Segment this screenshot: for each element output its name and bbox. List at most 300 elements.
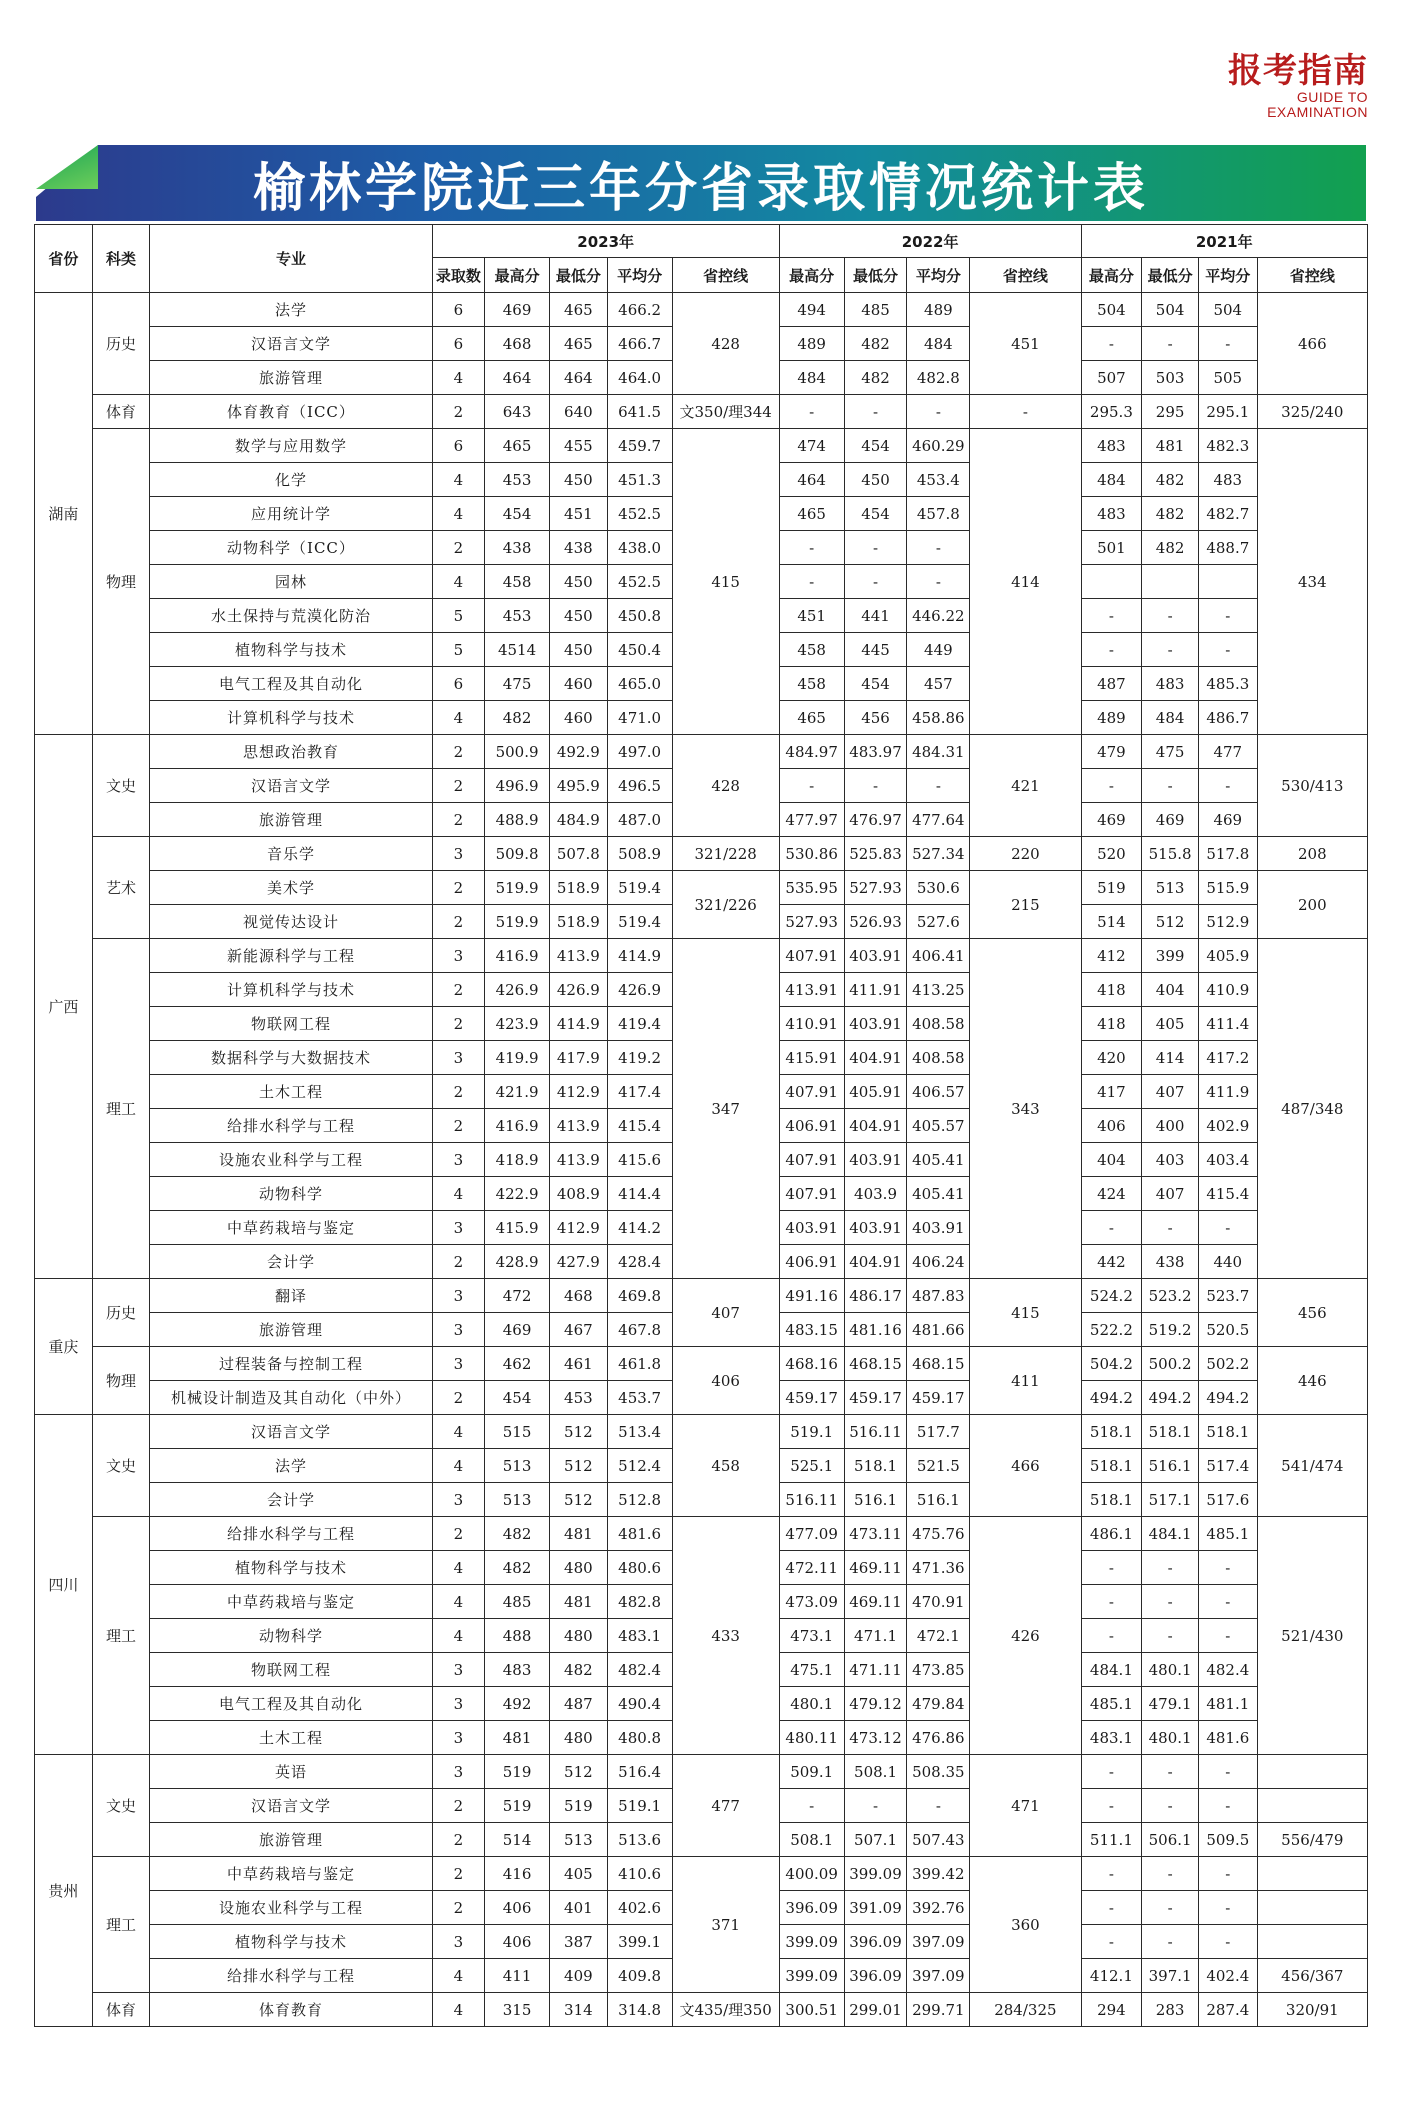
subject-cell: 体育 xyxy=(92,1993,150,2027)
min-2021-cell: - xyxy=(1142,1891,1199,1925)
avg-2021-cell: 505 xyxy=(1198,361,1257,395)
max-2023-cell: 422.9 xyxy=(485,1177,550,1211)
avg-2023-cell: 469.8 xyxy=(607,1279,672,1313)
avg-2022-cell: 405.57 xyxy=(907,1109,970,1143)
province-cell: 贵州 xyxy=(35,1755,93,2027)
major-cell: 汉语言文学 xyxy=(150,327,432,361)
subject-cell: 历史 xyxy=(92,293,150,395)
major-cell: 音乐学 xyxy=(150,837,432,871)
max-2023-cell: 475 xyxy=(485,667,550,701)
avg-2021-cell: 405.9 xyxy=(1198,939,1257,973)
max-2022-cell: 399.09 xyxy=(779,1959,844,1993)
min-2023-cell: 480 xyxy=(550,1619,608,1653)
control-2021-cell: 208 xyxy=(1257,837,1367,871)
subject-cell: 文史 xyxy=(92,1755,150,1857)
min-2021-cell: 513 xyxy=(1142,871,1199,905)
min-2021-cell: - xyxy=(1142,1925,1199,1959)
min-2023-cell: 413.9 xyxy=(550,939,608,973)
min-2022-cell: 476.97 xyxy=(844,803,907,837)
max-2021-cell: - xyxy=(1081,1211,1142,1245)
avg-2021-cell: 488.7 xyxy=(1198,531,1257,565)
max-2022-cell: 475.1 xyxy=(779,1653,844,1687)
count-2023-cell: 2 xyxy=(432,871,485,905)
avg-2022-cell: 516.1 xyxy=(907,1483,970,1517)
avg-2021-cell: - xyxy=(1198,1857,1257,1891)
avg-2021-cell: 410.9 xyxy=(1198,973,1257,1007)
min-2023-cell: 640 xyxy=(550,395,608,429)
min-2022-cell: 445 xyxy=(844,633,907,667)
max-2021-cell: 418 xyxy=(1081,1007,1142,1041)
max-2022-cell: 407.91 xyxy=(779,1177,844,1211)
header-year-2022: 2022年 xyxy=(779,225,1081,258)
major-cell: 视觉传达设计 xyxy=(150,905,432,939)
control-2023-cell: 406 xyxy=(672,1347,779,1415)
max-2021-cell: - xyxy=(1081,1619,1142,1653)
min-2021-cell: 438 xyxy=(1142,1245,1199,1279)
min-2022-cell: 454 xyxy=(844,429,907,463)
min-2022-cell: 482 xyxy=(844,327,907,361)
avg-2022-cell: 405.41 xyxy=(907,1177,970,1211)
avg-2023-cell: 512.4 xyxy=(607,1449,672,1483)
min-2022-cell: 486.17 xyxy=(844,1279,907,1313)
max-2023-cell: 4514 xyxy=(485,633,550,667)
major-cell: 汉语言文学 xyxy=(150,1415,432,1449)
max-2022-cell: 527.93 xyxy=(779,905,844,939)
table-row xyxy=(35,1279,1368,1313)
avg-2023-cell: 513.6 xyxy=(607,1823,672,1857)
max-2023-cell: 426.9 xyxy=(485,973,550,1007)
control-2022-cell: 415 xyxy=(970,1279,1081,1347)
min-2023-cell: 513 xyxy=(550,1823,608,1857)
count-2023-cell: 2 xyxy=(432,531,485,565)
count-2023-cell: 4 xyxy=(432,1959,485,1993)
avg-2023-cell: 409.8 xyxy=(607,1959,672,1993)
avg-2023-cell: 419.2 xyxy=(607,1041,672,1075)
avg-2021-cell: 504 xyxy=(1198,293,1257,327)
max-2021-cell: 485.1 xyxy=(1081,1687,1142,1721)
avg-2022-cell: 468.15 xyxy=(907,1347,970,1381)
count-2023-cell: 4 xyxy=(432,361,485,395)
avg-2023-cell: 428.4 xyxy=(607,1245,672,1279)
avg-2021-cell: - xyxy=(1198,1619,1257,1653)
avg-2023-cell: 450.4 xyxy=(607,633,672,667)
major-cell: 计算机科学与技术 xyxy=(150,701,432,735)
max-2021-cell: - xyxy=(1081,1789,1142,1823)
max-2021-cell: 494.2 xyxy=(1081,1381,1142,1415)
avg-2021-cell: - xyxy=(1198,1789,1257,1823)
max-2021-cell: 522.2 xyxy=(1081,1313,1142,1347)
control-2021-cell: 320/91 xyxy=(1257,1993,1367,2027)
avg-2023-cell: 410.6 xyxy=(607,1857,672,1891)
count-2023-cell: 3 xyxy=(432,1653,485,1687)
max-2022-cell: 406.91 xyxy=(779,1109,844,1143)
min-2022-cell: - xyxy=(844,769,907,803)
count-2023-cell: 4 xyxy=(432,1993,485,2027)
major-cell: 汉语言文学 xyxy=(150,769,432,803)
avg-2023-cell: 465.0 xyxy=(607,667,672,701)
subject-cell: 物理 xyxy=(92,1347,150,1415)
header-2021-avg: 平均分 xyxy=(1198,258,1257,293)
min-2021-cell: 482 xyxy=(1142,497,1199,531)
avg-2021-cell: 411.9 xyxy=(1198,1075,1257,1109)
avg-2022-cell: - xyxy=(907,531,970,565)
min-2023-cell: 512 xyxy=(550,1449,608,1483)
max-2023-cell: 482 xyxy=(485,701,550,735)
min-2022-cell: 459.17 xyxy=(844,1381,907,1415)
brand-subtitle-line2: EXAMINATION xyxy=(1267,104,1368,120)
avg-2022-cell: 449 xyxy=(907,633,970,667)
min-2023-cell: 387 xyxy=(550,1925,608,1959)
max-2021-cell: 404 xyxy=(1081,1143,1142,1177)
min-2022-cell: - xyxy=(844,531,907,565)
control-2023-cell: 321/228 xyxy=(672,837,779,871)
max-2023-cell: 438 xyxy=(485,531,550,565)
max-2022-cell: 458 xyxy=(779,633,844,667)
avg-2021-cell: - xyxy=(1198,327,1257,361)
min-2022-cell: 299.01 xyxy=(844,1993,907,2027)
max-2021-cell: 442 xyxy=(1081,1245,1142,1279)
max-2023-cell: 416.9 xyxy=(485,1109,550,1143)
max-2023-cell: 515 xyxy=(485,1415,550,1449)
avg-2022-cell: - xyxy=(907,1789,970,1823)
avg-2023-cell: 466.2 xyxy=(607,293,672,327)
major-cell: 土木工程 xyxy=(150,1075,432,1109)
min-2021-cell: - xyxy=(1142,1551,1199,1585)
avg-2021-cell: 518.1 xyxy=(1198,1415,1257,1449)
max-2021-cell: 518.1 xyxy=(1081,1483,1142,1517)
max-2021-cell: 294 xyxy=(1081,1993,1142,2027)
avg-2022-cell: 521.5 xyxy=(907,1449,970,1483)
avg-2022-cell: 408.58 xyxy=(907,1041,970,1075)
max-2022-cell: - xyxy=(779,1789,844,1823)
count-2023-cell: 3 xyxy=(432,1721,485,1755)
avg-2023-cell: 519.1 xyxy=(607,1789,672,1823)
min-2022-cell: 483.97 xyxy=(844,735,907,769)
min-2023-cell: 401 xyxy=(550,1891,608,1925)
avg-2022-cell: 446.22 xyxy=(907,599,970,633)
max-2021-cell: - xyxy=(1081,1585,1142,1619)
min-2021-cell: 482 xyxy=(1142,531,1199,565)
min-2023-cell: 484.9 xyxy=(550,803,608,837)
max-2022-cell: 480.1 xyxy=(779,1687,844,1721)
count-2023-cell: 2 xyxy=(432,1381,485,1415)
control-2023-cell: 文435/理350 xyxy=(672,1993,779,2027)
min-2022-cell: 469.11 xyxy=(844,1585,907,1619)
max-2021-cell: 484 xyxy=(1081,463,1142,497)
control-2022-cell: 360 xyxy=(970,1857,1081,1993)
max-2022-cell: 525.1 xyxy=(779,1449,844,1483)
control-2022-cell: 414 xyxy=(970,429,1081,735)
control-2021-cell: 541/474 xyxy=(1257,1415,1367,1517)
major-cell: 植物科学与技术 xyxy=(150,1551,432,1585)
count-2023-cell: 4 xyxy=(432,1177,485,1211)
max-2021-cell: 483 xyxy=(1081,429,1142,463)
control-2021-cell: 456/367 xyxy=(1257,1959,1367,1993)
min-2021-cell: 397.1 xyxy=(1142,1959,1199,1993)
avg-2022-cell: 477.64 xyxy=(907,803,970,837)
avg-2023-cell: 481.6 xyxy=(607,1517,672,1551)
max-2023-cell: 419.9 xyxy=(485,1041,550,1075)
min-2023-cell: 427.9 xyxy=(550,1245,608,1279)
max-2022-cell: 413.91 xyxy=(779,973,844,1007)
avg-2023-cell: 467.8 xyxy=(607,1313,672,1347)
control-2022-cell: 426 xyxy=(970,1517,1081,1755)
min-2023-cell: 481 xyxy=(550,1585,608,1619)
min-2021-cell: - xyxy=(1142,599,1199,633)
avg-2022-cell: 406.24 xyxy=(907,1245,970,1279)
max-2023-cell: 519.9 xyxy=(485,871,550,905)
avg-2023-cell: 426.9 xyxy=(607,973,672,1007)
count-2023-cell: 2 xyxy=(432,1857,485,1891)
avg-2021-cell: 295.1 xyxy=(1198,395,1257,429)
count-2023-cell: 4 xyxy=(432,1449,485,1483)
avg-2022-cell: 487.83 xyxy=(907,1279,970,1313)
max-2021-cell: - xyxy=(1081,327,1142,361)
min-2023-cell: 426.9 xyxy=(550,973,608,1007)
subject-cell: 艺术 xyxy=(92,837,150,939)
count-2023-cell: 2 xyxy=(432,1891,485,1925)
min-2022-cell: 396.09 xyxy=(844,1959,907,1993)
table-body xyxy=(35,293,1368,2027)
max-2023-cell: 492 xyxy=(485,1687,550,1721)
count-2023-cell: 2 xyxy=(432,1789,485,1823)
max-2021-cell: 501 xyxy=(1081,531,1142,565)
max-2022-cell: 396.09 xyxy=(779,1891,844,1925)
min-2023-cell: 414.9 xyxy=(550,1007,608,1041)
control-2023-cell: 415 xyxy=(672,429,779,735)
max-2021-cell: 418 xyxy=(1081,973,1142,1007)
count-2023-cell: 2 xyxy=(432,803,485,837)
table-row xyxy=(35,1415,1368,1449)
subject-cell: 文史 xyxy=(92,1415,150,1517)
avg-2023-cell: 314.8 xyxy=(607,1993,672,2027)
avg-2021-cell: 481.6 xyxy=(1198,1721,1257,1755)
avg-2023-cell: 451.3 xyxy=(607,463,672,497)
min-2023-cell: 468 xyxy=(550,1279,608,1313)
max-2023-cell: 513 xyxy=(485,1449,550,1483)
min-2021-cell: 484 xyxy=(1142,701,1199,735)
min-2021-cell: 516.1 xyxy=(1142,1449,1199,1483)
min-2022-cell: 479.12 xyxy=(844,1687,907,1721)
max-2022-cell: 516.11 xyxy=(779,1483,844,1517)
min-2022-cell: 471.11 xyxy=(844,1653,907,1687)
table-row xyxy=(35,1517,1368,1551)
min-2022-cell: 399.09 xyxy=(844,1857,907,1891)
avg-2023-cell: 466.7 xyxy=(607,327,672,361)
avg-2022-cell: 475.76 xyxy=(907,1517,970,1551)
header-2023-max: 最高分 xyxy=(485,258,550,293)
avg-2022-cell: 489 xyxy=(907,293,970,327)
max-2023-cell: 416 xyxy=(485,1857,550,1891)
min-2021-cell: - xyxy=(1142,1585,1199,1619)
min-2022-cell: 404.91 xyxy=(844,1041,907,1075)
min-2021-cell: 482 xyxy=(1142,463,1199,497)
major-cell: 物联网工程 xyxy=(150,1007,432,1041)
min-2023-cell: 461 xyxy=(550,1347,608,1381)
max-2023-cell: 406 xyxy=(485,1925,550,1959)
min-2022-cell: 527.93 xyxy=(844,871,907,905)
avg-2021-cell: 509.5 xyxy=(1198,1823,1257,1857)
avg-2022-cell: 406.57 xyxy=(907,1075,970,1109)
control-2021-cell: 200 xyxy=(1257,871,1367,939)
max-2022-cell: 489 xyxy=(779,327,844,361)
avg-2023-cell: 438.0 xyxy=(607,531,672,565)
min-2022-cell: 481.16 xyxy=(844,1313,907,1347)
max-2023-cell: 418.9 xyxy=(485,1143,550,1177)
max-2021-cell: 504.2 xyxy=(1081,1347,1142,1381)
control-2021-cell: 456 xyxy=(1257,1279,1367,1347)
min-2021-cell: 517.1 xyxy=(1142,1483,1199,1517)
major-cell: 给排水科学与工程 xyxy=(150,1517,432,1551)
table-row xyxy=(35,1347,1368,1381)
count-2023-cell: 5 xyxy=(432,633,485,667)
count-2023-cell: 2 xyxy=(432,1823,485,1857)
count-2023-cell: 3 xyxy=(432,1925,485,1959)
count-2023-cell: 4 xyxy=(432,565,485,599)
control-2023-cell: 458 xyxy=(672,1415,779,1517)
min-2023-cell: 512 xyxy=(550,1755,608,1789)
count-2023-cell: 2 xyxy=(432,1075,485,1109)
min-2022-cell: 516.1 xyxy=(844,1483,907,1517)
avg-2021-cell: 523.7 xyxy=(1198,1279,1257,1313)
min-2022-cell: 516.11 xyxy=(844,1415,907,1449)
max-2021-cell: 504 xyxy=(1081,293,1142,327)
avg-2021-cell: - xyxy=(1198,1211,1257,1245)
max-2022-cell: 484.97 xyxy=(779,735,844,769)
subject-cell: 体育 xyxy=(92,395,150,429)
min-2023-cell: 412.9 xyxy=(550,1075,608,1109)
min-2022-cell: 403.91 xyxy=(844,1007,907,1041)
major-cell: 思想政治教育 xyxy=(150,735,432,769)
max-2023-cell: 513 xyxy=(485,1483,550,1517)
subject-cell: 理工 xyxy=(92,1857,150,1993)
avg-2021-cell: 482.4 xyxy=(1198,1653,1257,1687)
avg-2021-cell: 287.4 xyxy=(1198,1993,1257,2027)
province-cell: 重庆 xyxy=(35,1279,93,1415)
max-2022-cell: 508.1 xyxy=(779,1823,844,1857)
min-2022-cell: 456 xyxy=(844,701,907,735)
max-2023-cell: 464 xyxy=(485,361,550,395)
min-2021-cell: 283 xyxy=(1142,1993,1199,2027)
max-2022-cell: 458 xyxy=(779,667,844,701)
max-2023-cell: 519.9 xyxy=(485,905,550,939)
max-2021-cell: - xyxy=(1081,1755,1142,1789)
max-2023-cell: 483 xyxy=(485,1653,550,1687)
header-2021-min: 最低分 xyxy=(1142,258,1199,293)
province-cell: 四川 xyxy=(35,1415,93,1755)
max-2023-cell: 488.9 xyxy=(485,803,550,837)
max-2023-cell: 423.9 xyxy=(485,1007,550,1041)
max-2022-cell: 465 xyxy=(779,701,844,735)
min-2021-cell: 515.8 xyxy=(1142,837,1199,871)
max-2023-cell: 481 xyxy=(485,1721,550,1755)
min-2021-cell: 523.2 xyxy=(1142,1279,1199,1313)
max-2021-cell: - xyxy=(1081,1891,1142,1925)
max-2021-cell: 469 xyxy=(1081,803,1142,837)
avg-2023-cell: 399.1 xyxy=(607,1925,672,1959)
avg-2023-cell: 516.4 xyxy=(607,1755,672,1789)
control-2021-cell: 434 xyxy=(1257,429,1367,735)
control-2022-cell: 471 xyxy=(970,1755,1081,1857)
max-2022-cell: 535.95 xyxy=(779,871,844,905)
control-2021-cell xyxy=(1257,1891,1367,1925)
count-2023-cell: 4 xyxy=(432,463,485,497)
avg-2022-cell: 507.43 xyxy=(907,1823,970,1857)
max-2022-cell: 519.1 xyxy=(779,1415,844,1449)
header-2021-control: 省控线 xyxy=(1257,258,1367,293)
max-2022-cell: 530.86 xyxy=(779,837,844,871)
avg-2023-cell: 419.4 xyxy=(607,1007,672,1041)
min-2022-cell: 508.1 xyxy=(844,1755,907,1789)
max-2023-cell: 488 xyxy=(485,1619,550,1653)
max-2022-cell: 407.91 xyxy=(779,1075,844,1109)
table-row xyxy=(35,735,1368,769)
max-2022-cell: 473.1 xyxy=(779,1619,844,1653)
subject-cell: 物理 xyxy=(92,429,150,735)
max-2021-cell: - xyxy=(1081,1925,1142,1959)
min-2023-cell: 460 xyxy=(550,701,608,735)
control-2021-cell: 325/240 xyxy=(1257,395,1367,429)
page-title: 榆林学院近三年分省录取情况统计表 xyxy=(252,158,1149,219)
min-2021-cell: 504 xyxy=(1142,293,1199,327)
max-2021-cell: 514 xyxy=(1081,905,1142,939)
avg-2023-cell: 508.9 xyxy=(607,837,672,871)
avg-2022-cell: 527.34 xyxy=(907,837,970,871)
avg-2021-cell: 512.9 xyxy=(1198,905,1257,939)
avg-2022-cell: 457 xyxy=(907,667,970,701)
major-cell: 会计学 xyxy=(150,1245,432,1279)
table-row xyxy=(35,293,1368,327)
major-cell: 给排水科学与工程 xyxy=(150,1959,432,1993)
min-2021-cell: 404 xyxy=(1142,973,1199,1007)
max-2022-cell: 473.09 xyxy=(779,1585,844,1619)
min-2022-cell: 404.91 xyxy=(844,1109,907,1143)
min-2023-cell: 460 xyxy=(550,667,608,701)
avg-2022-cell: 482.8 xyxy=(907,361,970,395)
min-2021-cell: 512 xyxy=(1142,905,1199,939)
min-2022-cell: 469.11 xyxy=(844,1551,907,1585)
max-2023-cell: 454 xyxy=(485,1381,550,1415)
control-2022-cell: 220 xyxy=(970,837,1081,871)
table-row xyxy=(35,837,1368,871)
major-cell: 中草药栽培与鉴定 xyxy=(150,1585,432,1619)
max-2021-cell: 412.1 xyxy=(1081,1959,1142,1993)
avg-2023-cell: 513.4 xyxy=(607,1415,672,1449)
max-2023-cell: 468 xyxy=(485,327,550,361)
subject-cell: 理工 xyxy=(92,1517,150,1755)
min-2023-cell: 450 xyxy=(550,565,608,599)
max-2022-cell: 468.16 xyxy=(779,1347,844,1381)
avg-2023-cell: 414.9 xyxy=(607,939,672,973)
max-2021-cell: - xyxy=(1081,1857,1142,1891)
table-row xyxy=(35,395,1368,429)
major-cell: 动物科学 xyxy=(150,1177,432,1211)
control-2022-cell: 411 xyxy=(970,1347,1081,1415)
max-2021-cell: 420 xyxy=(1081,1041,1142,1075)
count-2023-cell: 3 xyxy=(432,837,485,871)
avg-2023-cell: 483.1 xyxy=(607,1619,672,1653)
major-cell: 旅游管理 xyxy=(150,1313,432,1347)
major-cell: 新能源科学与工程 xyxy=(150,939,432,973)
min-2023-cell: 487 xyxy=(550,1687,608,1721)
max-2022-cell: 459.17 xyxy=(779,1381,844,1415)
min-2021-cell: 518.1 xyxy=(1142,1415,1199,1449)
avg-2023-cell: 497.0 xyxy=(607,735,672,769)
major-cell: 体育教育（ICC） xyxy=(150,395,432,429)
avg-2022-cell: 299.71 xyxy=(907,1993,970,2027)
min-2023-cell: 450 xyxy=(550,633,608,667)
min-2022-cell: 485 xyxy=(844,293,907,327)
